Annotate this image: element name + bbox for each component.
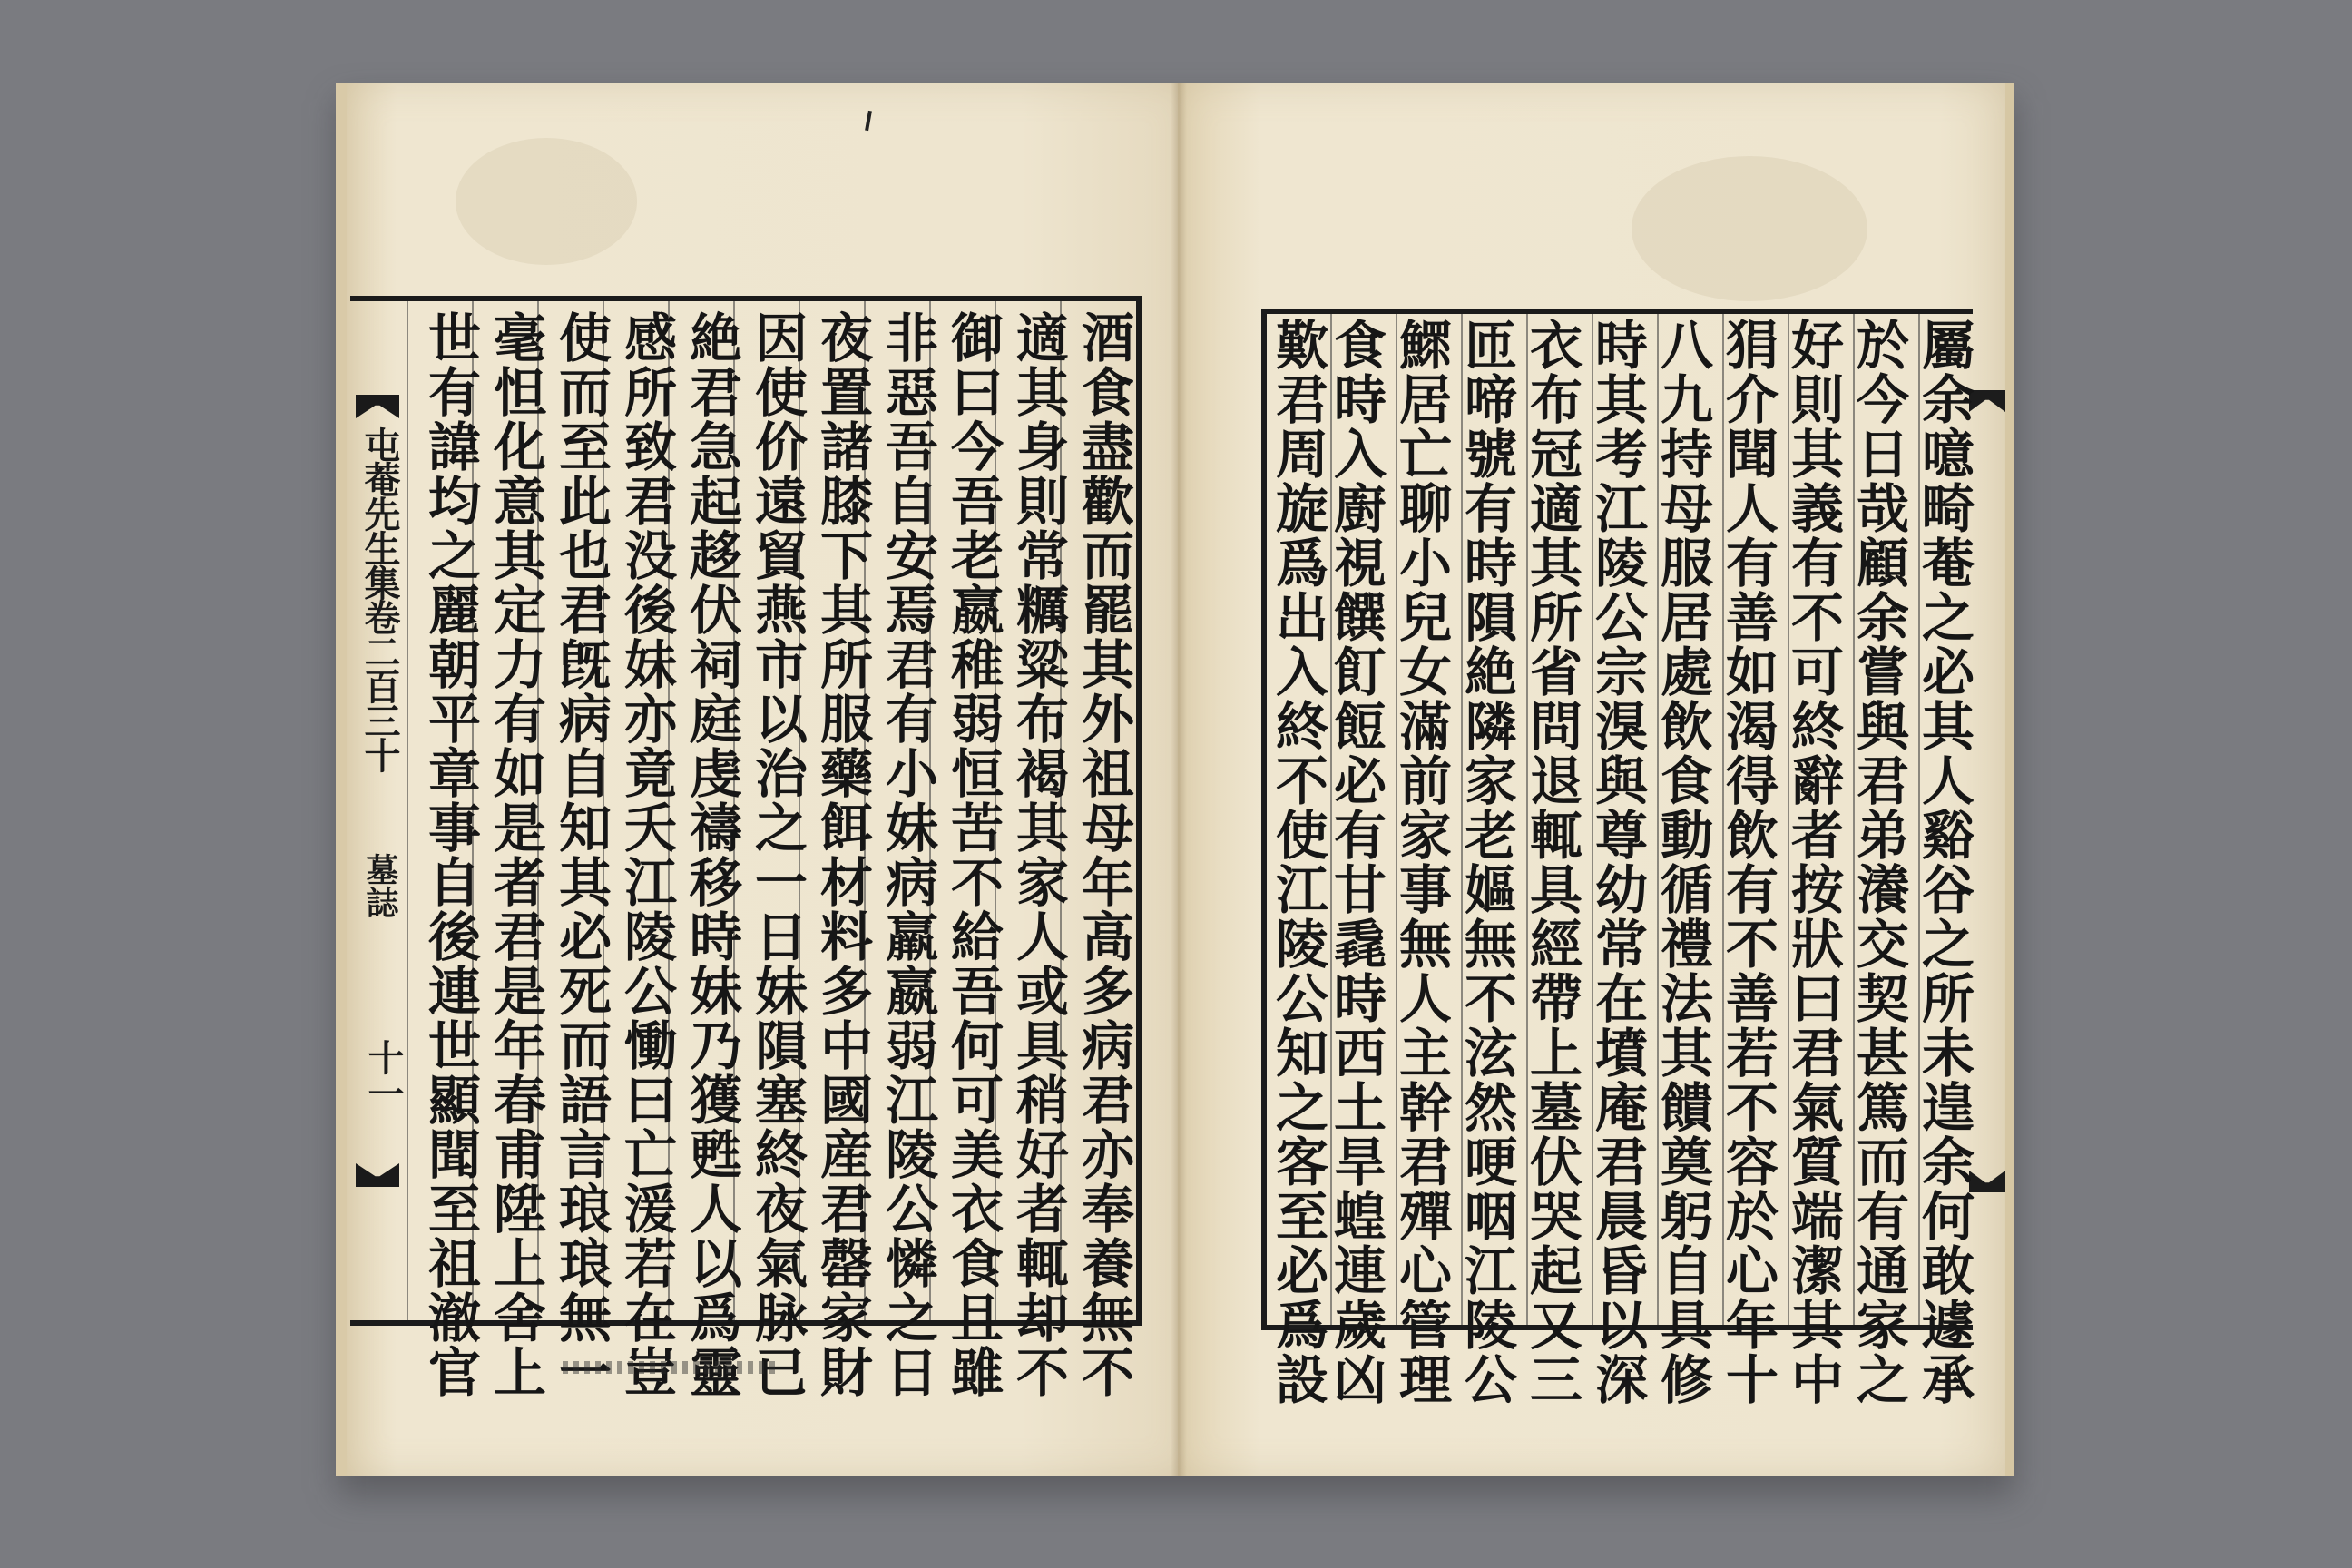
left-text-column-2: 適其身則常糲粱布褐其家人或具稍好者輒却不 xyxy=(1007,310,1069,1399)
left-text-column-5: 夜置諸膝下其所服藥餌材料多中國産君罄家財 xyxy=(811,310,873,1399)
right-text-column-6: 時其考江陵公宗湨與尊幼常在墳庵君晨昏以深 xyxy=(1586,318,1648,1406)
book-gutter xyxy=(1171,83,1187,1476)
right-text-column-9: 鰥居亡聊小兒女滿前家事無人主幹君殫心管理 xyxy=(1390,318,1452,1406)
paper-stain xyxy=(456,138,637,265)
paper-stain xyxy=(1632,156,1867,301)
right-text-column-7: 衣布冠適其所省問退輒具經帶上墓伏哭起又三 xyxy=(1521,318,1583,1406)
book-title: 屯菴先生集卷二百三十 xyxy=(358,426,401,771)
right-text-column-2: 於今日哉顧余嘗與君弟瀁交契甚篤而有通家之 xyxy=(1847,318,1909,1406)
lower-fishtail-mark xyxy=(356,1163,399,1187)
left-text-column-11: 世有諱均之麗朝平章事自後連世顯聞至祖澈官 xyxy=(419,310,481,1399)
left-text-column-7: 絶君急起趍伏祠庭虔禱移時妹乃獲甦人以爲靈 xyxy=(681,310,742,1399)
upper-fishtail-mark xyxy=(356,395,399,418)
ink-smudge xyxy=(563,1361,780,1374)
section-label: 墓誌 xyxy=(361,853,399,918)
left-text-column-6: 因使价遠貿燕市以治之一日妹隕塞終夜氣脉已 xyxy=(746,310,808,1399)
center-column-banxin xyxy=(352,299,403,1320)
left-text-column-3: 御曰今吾老嬴稚弱恒苦不給吾何可美衣食且雖 xyxy=(942,310,1004,1399)
left-text-column-4: 非惡吾自安焉君有小妹病羸嬴弱江陵公憐之日 xyxy=(877,310,938,1399)
right-text-column-3: 好則其義有不可終辭者按狀曰君氣質端潔其中 xyxy=(1782,318,1844,1406)
left-text-column-10: 毫怛化意其定力有如是者君是年春甫陞上舍上 xyxy=(485,310,546,1399)
right-text-column-8: 匝啼號有時隕絶隣家老嫗無不泫然哽咽江陵公 xyxy=(1455,318,1517,1406)
folio-number: 十一 xyxy=(362,1039,405,1112)
left-text-column-9: 使而至此也君旣病自知其必死而語言琅琅無一 xyxy=(550,310,612,1399)
right-text-column-1: 屬余噫畸菴之必其人谿谷之所未遑余何敢遽承 xyxy=(1913,318,1975,1406)
right-text-column-4: 狷介聞人有善如渴得飲有不善若不容於心年十 xyxy=(1717,318,1779,1406)
right-text-column-11: 歎君周旋爲出入終不使江陵公知之客至必爲設 xyxy=(1267,318,1328,1406)
right-text-column-10: 食時入廚視饌飣餖必有甘毳時西土旱蝗連歲凶 xyxy=(1325,318,1387,1406)
left-text-column-8: 感所致君没後妹亦竟夭江陵公慟曰亡湲若在豈 xyxy=(615,310,677,1399)
column-rule xyxy=(407,301,408,1320)
left-text-column-1: 酒食盡歡而罷其外祖母年高多病君亦奉養無不 xyxy=(1073,310,1134,1399)
right-text-column-5: 八九持母服居處飲食動循禮法其饋奠躬自具修 xyxy=(1651,318,1713,1406)
